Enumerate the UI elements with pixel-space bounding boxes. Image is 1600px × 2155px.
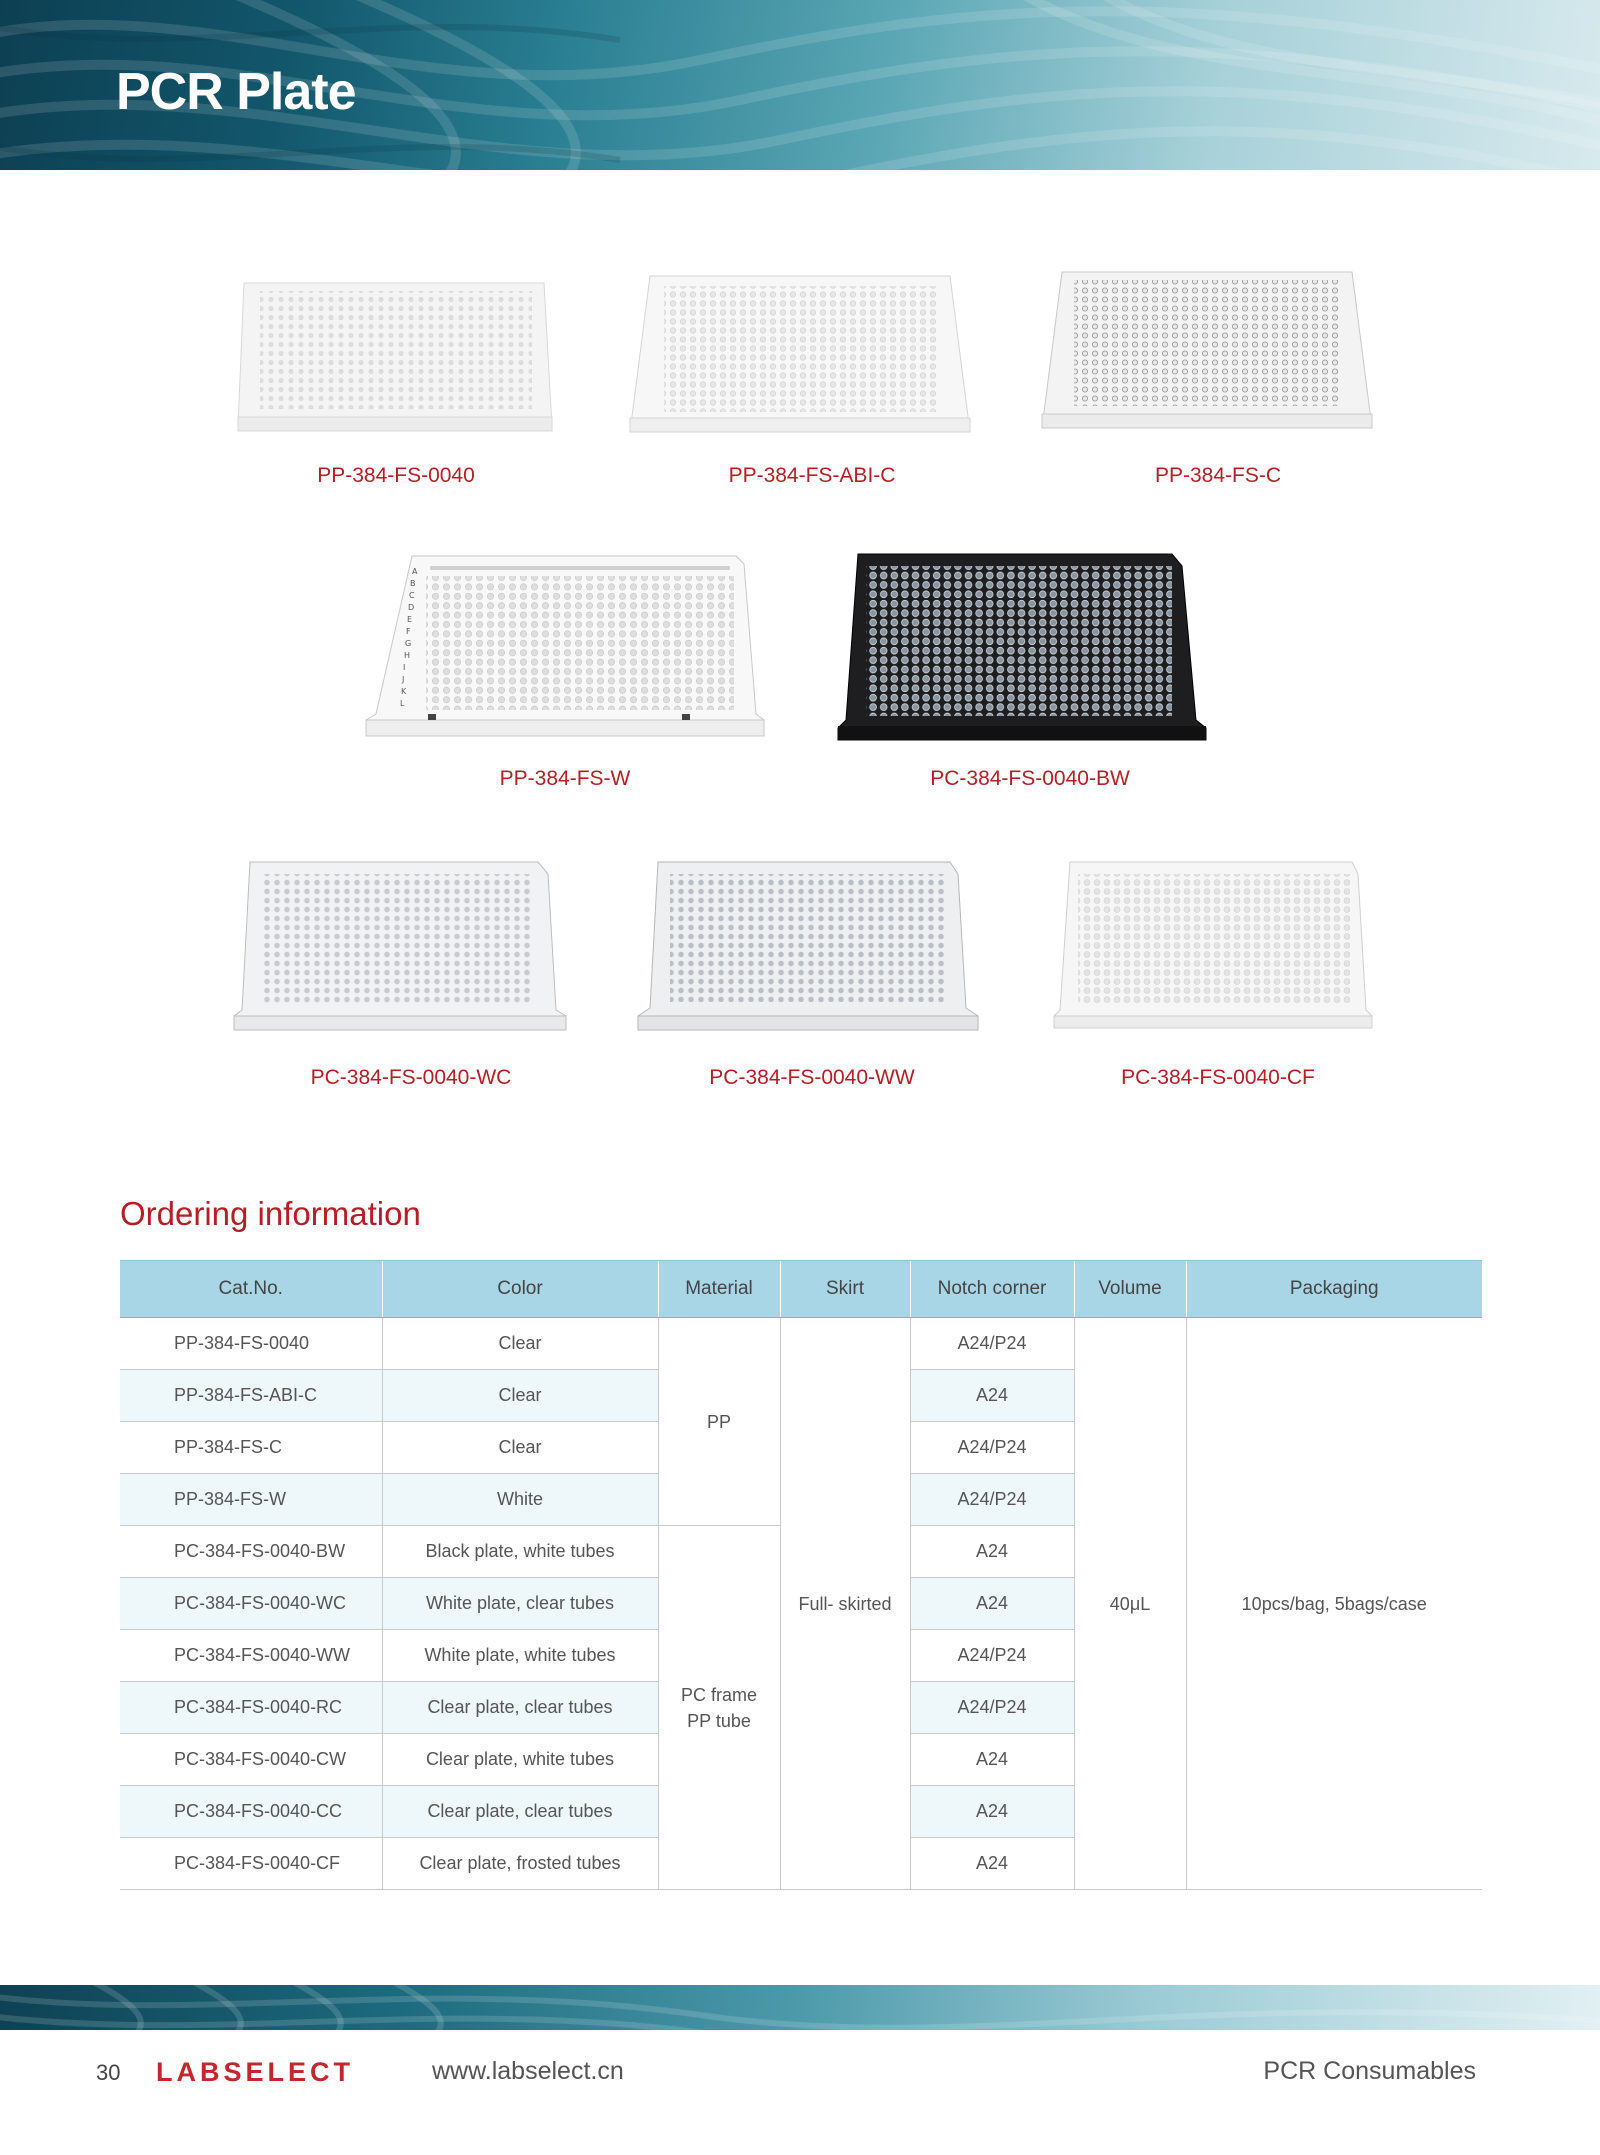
notch-cell: A24 — [910, 1526, 1074, 1578]
color-cell: White plate, white tubes — [382, 1630, 658, 1682]
color-cell: Clear plate, frosted tubes — [382, 1838, 658, 1890]
product-image-pc-384-fs-0040-cf — [1052, 860, 1374, 1030]
cat-no-cell: PP-384-FS-C — [120, 1422, 382, 1474]
cat-no-cell: PP-384-FS-0040 — [120, 1318, 382, 1370]
section-title-ordering: Ordering information — [120, 1195, 421, 1232]
svg-text:K: K — [401, 687, 407, 696]
color-cell: White — [382, 1474, 658, 1526]
column-header: Volume — [1074, 1261, 1186, 1318]
logo-text: LABSELECT — [156, 2057, 354, 2087]
page-number: 30 — [96, 2060, 121, 2085]
column-header: Material — [658, 1261, 780, 1318]
product-image-pp-384-fs-w — [364, 554, 774, 740]
product-label: PP-384-FS-0040 — [317, 464, 475, 487]
product-label: PP-384-FS-W — [499, 767, 631, 790]
product-image-pc-384-fs-0040-ww — [636, 860, 980, 1032]
product-label: PP-384-FS-ABI-C — [728, 464, 896, 487]
cat-no-cell: PC-384-FS-0040-BW — [120, 1526, 382, 1578]
column-header: Packaging — [1186, 1261, 1482, 1318]
notch-cell: A24/P24 — [910, 1318, 1074, 1370]
color-cell: White plate, clear tubes — [382, 1578, 658, 1630]
table-row — [120, 1318, 1482, 1370]
notch-cell: A24/P24 — [910, 1474, 1074, 1526]
product-label: PC-384-FS-0040-WW — [709, 1066, 915, 1089]
color-cell: Clear — [382, 1422, 658, 1474]
product-label: PC-384-FS-0040-WC — [310, 1066, 512, 1089]
cat-no-cell: PP-384-FS-ABI-C — [120, 1370, 382, 1422]
svg-text:H: H — [404, 651, 411, 660]
notch-cell: A24 — [910, 1786, 1074, 1838]
column-header: Cat.No. — [120, 1261, 382, 1318]
svg-text:C: C — [409, 591, 415, 600]
product-image-pc-384-fs-0040-bw — [836, 552, 1208, 742]
color-cell: Black plate, white tubes — [382, 1526, 658, 1578]
product-image-pp-384-fs-0040 — [236, 277, 556, 437]
cat-no-cell: PC-384-FS-0040-RC — [120, 1682, 382, 1734]
cat-no-cell: PP-384-FS-W — [120, 1474, 382, 1526]
packaging-cell: 10pcs/bag, 5bags/case — [1186, 1318, 1482, 1890]
notch-cell: A24/P24 — [910, 1630, 1074, 1682]
notch-cell: A24/P24 — [910, 1682, 1074, 1734]
notch-cell: A24 — [910, 1838, 1074, 1890]
labselect-logo — [156, 2057, 382, 2092]
cat-no-cell: PC-384-FS-0040-WW — [120, 1630, 382, 1682]
page-title: PCR Plate — [116, 63, 356, 121]
material-cell — [658, 1526, 780, 1890]
column-header: Notch corner — [910, 1261, 1074, 1318]
cat-no-cell: PC-384-FS-0040-CW — [120, 1734, 382, 1786]
footer-wave-pattern — [0, 1985, 1600, 2030]
svg-text:B: B — [410, 579, 416, 588]
svg-text:G: G — [405, 639, 412, 648]
ordering-table — [120, 1260, 1482, 1890]
column-header: Color — [382, 1261, 658, 1318]
notch-cell: A24 — [910, 1578, 1074, 1630]
material-line: PC frame — [680, 1684, 758, 1705]
product-label: PC-384-FS-0040-BW — [930, 767, 1130, 790]
svg-text:L: L — [400, 699, 405, 708]
color-cell: Clear — [382, 1318, 658, 1370]
svg-text:A: A — [412, 567, 418, 576]
svg-text:E: E — [407, 615, 413, 624]
table-header-row — [120, 1261, 1482, 1318]
color-cell: Clear — [382, 1370, 658, 1422]
svg-text:I: I — [403, 663, 406, 672]
color-cell: Clear plate, clear tubes — [382, 1786, 658, 1838]
column-header: Skirt — [780, 1261, 910, 1318]
header-banner — [0, 0, 1600, 170]
website-url[interactable]: www.labselect.cn — [432, 2057, 624, 2085]
volume-cell: 40μL — [1074, 1318, 1186, 1890]
cat-no-cell: PC-384-FS-0040-CF — [120, 1838, 382, 1890]
cat-no-cell: PC-384-FS-0040-CC — [120, 1786, 382, 1838]
footer-section-name: PCR Consumables — [1263, 2057, 1476, 2085]
product-image-pp-384-fs-c — [1040, 268, 1375, 433]
svg-text:D: D — [408, 603, 415, 612]
footer-banner — [0, 1985, 1600, 2030]
product-image-pp-384-fs-abi-c — [628, 272, 973, 437]
product-label: PC-384-FS-0040-CF — [1121, 1066, 1315, 1089]
notch-cell: A24/P24 — [910, 1422, 1074, 1474]
material-line: PP tube — [687, 1710, 751, 1731]
product-image-pc-384-fs-0040-wc — [232, 860, 568, 1032]
svg-text:J: J — [402, 675, 405, 684]
skirt-cell: Full- skirted — [780, 1318, 910, 1890]
notch-cell: A24 — [910, 1734, 1074, 1786]
svg-text:F: F — [406, 627, 411, 636]
color-cell: Clear plate, white tubes — [382, 1734, 658, 1786]
color-cell: Clear plate, clear tubes — [382, 1682, 658, 1734]
product-label: PP-384-FS-C — [1154, 464, 1282, 487]
cat-no-cell: PC-384-FS-0040-WC — [120, 1578, 382, 1630]
notch-cell: A24 — [910, 1370, 1074, 1422]
material-cell: PP — [658, 1318, 780, 1526]
